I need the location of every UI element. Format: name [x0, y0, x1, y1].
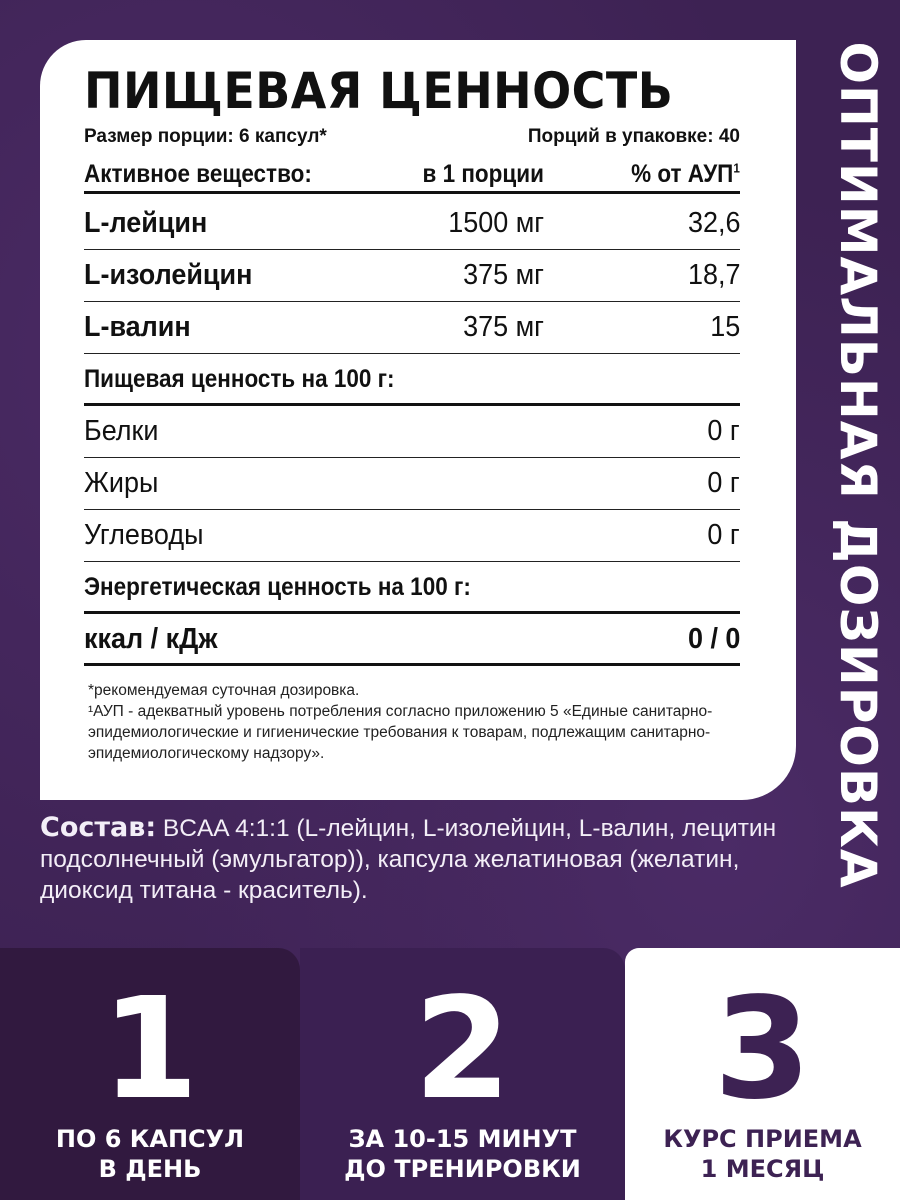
energy-value: 0 / 0	[687, 623, 740, 655]
nutrient-value: 0 г	[707, 519, 740, 551]
footnote-aup: ¹АУП - адекватный уровень потребления согласно приложению 5 «Единые санитарно-эпидемиологические и гигиенические требования к товарам, подлежащим санитарно-эпидемиологическому надзору».	[88, 703, 713, 762]
table-row	[84, 250, 740, 302]
nutrition-label-panel	[40, 40, 796, 800]
composition-text: BCAA 4:1:1 (L-лейцин, L-изолейцин, L-валин, лецитин подсолнечный (эмульгатор)), капсула желатиновая (желатин, диоксид титана - краситель).	[40, 815, 777, 904]
substance-name: L-валин	[84, 311, 191, 343]
energy-heading-row	[84, 562, 740, 614]
nutrition-heading: Пищевая ценность на 100 г:	[84, 365, 395, 393]
substance-name: L-лейцин	[84, 207, 208, 239]
header-percent-sup: 1	[733, 160, 740, 176]
substance-name: L-изолейцин	[84, 259, 253, 291]
table-row	[84, 510, 740, 562]
header-percent-text: % от АУП	[631, 160, 734, 188]
step-caption: ПО 6 КАПСУЛ В ДЕНЬ	[55, 1125, 245, 1183]
table-row	[84, 302, 740, 354]
energy-heading: Энергетическая ценность на 100 г:	[84, 573, 471, 601]
footnotes	[88, 680, 768, 764]
nutrient-value: 0 г	[707, 467, 740, 499]
header-per-serving: в 1 порции	[422, 160, 544, 188]
step-number: 1	[101, 968, 199, 1131]
nutrient-name: Углеводы	[84, 519, 204, 551]
side-heading: ОПТИМАЛЬНАЯ ДОЗИРОВКА	[829, 41, 887, 889]
serving-size: Размер порции: 6 капсул*	[84, 126, 327, 147]
footnote-recommended: *рекомендуемая суточная дозировка.	[88, 682, 360, 699]
header-substance: Активное вещество:	[84, 160, 312, 188]
energy-name: ккал / кДж	[84, 623, 218, 655]
header-percent	[631, 160, 740, 189]
nutrient-name: Белки	[84, 415, 159, 447]
table-header	[84, 154, 740, 194]
substance-amount: 375 мг	[463, 259, 544, 291]
substance-amount: 375 мг	[463, 311, 544, 343]
step-tile-3	[625, 948, 900, 1200]
composition	[40, 812, 800, 906]
substance-percent: 18,7	[687, 259, 740, 291]
substance-percent: 15	[709, 311, 740, 343]
nutrient-value: 0 г	[707, 415, 740, 447]
step-number: 3	[713, 968, 812, 1131]
table-row	[84, 458, 740, 510]
step-number: 2	[413, 968, 512, 1131]
step-tile-2	[300, 948, 625, 1200]
energy-row	[84, 614, 740, 666]
step-caption: ЗА 10-15 МИНУТ ДО ТРЕНИРОВКИ	[344, 1125, 581, 1183]
servings-per-pack: Порций в упаковке: 40	[527, 126, 740, 147]
table-row	[84, 406, 740, 458]
step-tile-1	[0, 948, 300, 1200]
step-caption: КУРС ПРИЕМА 1 МЕСЯЦ	[663, 1125, 862, 1183]
substance-amount: 1500 мг	[448, 207, 544, 239]
substance-percent: 32,6	[687, 207, 740, 239]
nutrient-name: Жиры	[84, 467, 159, 499]
composition-label: Состав:	[40, 812, 157, 843]
nutrition-heading-row	[84, 354, 740, 406]
label-title: ПИЩЕВАЯ ЦЕННОСТЬ	[84, 62, 674, 120]
table-row	[84, 198, 740, 250]
